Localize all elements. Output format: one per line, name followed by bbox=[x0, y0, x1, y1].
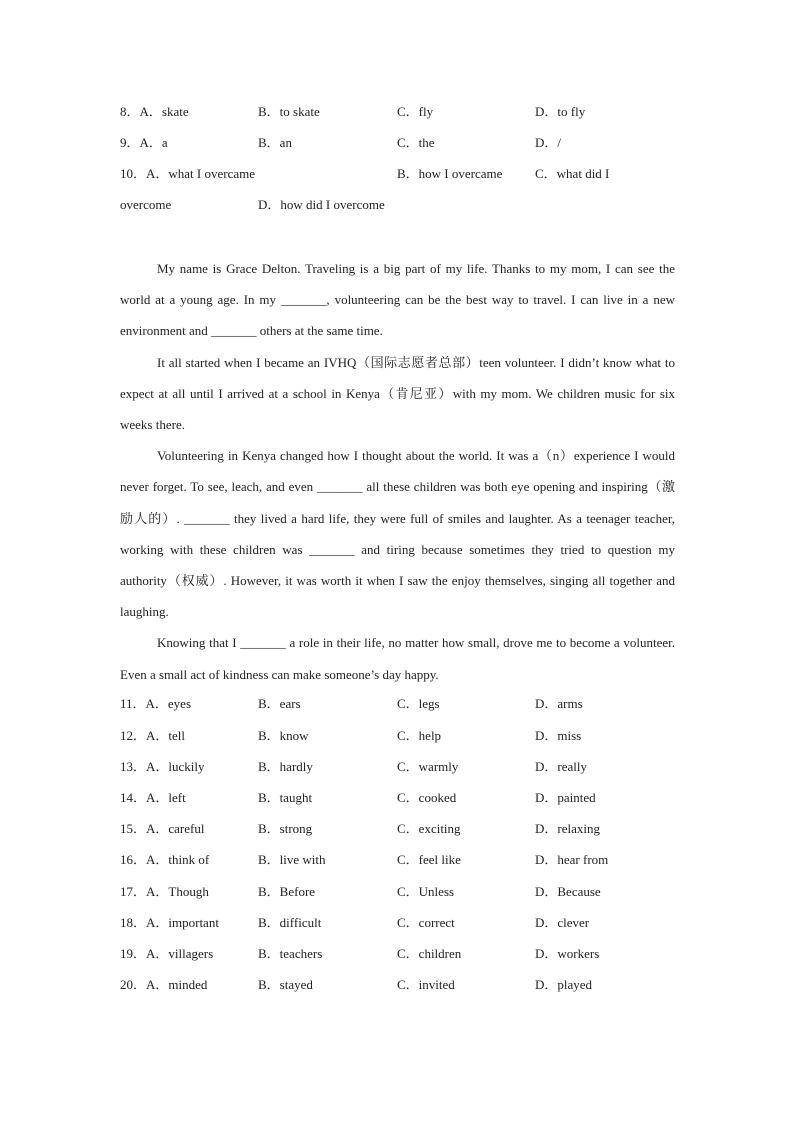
option-c: C．Unless bbox=[397, 884, 455, 899]
option-b: B．live with bbox=[258, 852, 326, 867]
option-b: B．teachers bbox=[258, 946, 323, 961]
option-c: C．the bbox=[397, 135, 435, 150]
option-c: C．warmly bbox=[397, 759, 459, 774]
option-a: 17．A．Though bbox=[120, 884, 209, 899]
option-d: D．Because bbox=[535, 884, 601, 899]
option-d: D．played bbox=[535, 977, 593, 992]
option-b: B．how I overcame bbox=[397, 166, 503, 181]
option-b: B．strong bbox=[258, 821, 313, 836]
question-row bbox=[120, 882, 680, 902]
passage-paragraph: Knowing that I _______ a role in their life, no matter how small, drove me to become a volunteer. Even a small act of kindness can make someone’s day happy. bbox=[120, 635, 675, 682]
option-c: C．exciting bbox=[397, 821, 461, 836]
question-row-continued bbox=[120, 195, 680, 215]
option-c: C．what did I bbox=[535, 166, 610, 181]
option-d: D．really bbox=[535, 759, 587, 774]
option-d: D．painted bbox=[535, 790, 596, 805]
option-d: D．how did I overcome bbox=[258, 197, 385, 212]
question-row bbox=[120, 757, 680, 777]
option-c: C．correct bbox=[397, 915, 455, 930]
option-d: D．workers bbox=[535, 946, 600, 961]
passage-paragraph: It all started when I became an IVHQ（国际志愿者总部）teen volunteer. I didn’t know what to expect at all until I arrived at a school in Kenya（肯尼亚）with my mom. We children music for six weeks there. bbox=[120, 354, 675, 433]
option-b: B．an bbox=[258, 135, 292, 150]
option-c: C．children bbox=[397, 946, 462, 961]
option-d: D．relaxing bbox=[535, 821, 600, 836]
option-a: 18．A．important bbox=[120, 915, 219, 930]
question-row bbox=[120, 913, 680, 933]
option-d: D．arms bbox=[535, 696, 583, 711]
option-b: B．stayed bbox=[258, 977, 313, 992]
question-row bbox=[120, 102, 680, 122]
question-row bbox=[120, 944, 680, 964]
option-a: 9．A．a bbox=[120, 135, 168, 150]
reading-passage bbox=[120, 253, 675, 690]
option-a: 8．A．skate bbox=[120, 104, 189, 119]
option-a: 13．A．luckily bbox=[120, 759, 205, 774]
option-b: B．ears bbox=[258, 696, 301, 711]
option-d: D．to fly bbox=[535, 104, 586, 119]
option-b: B．difficult bbox=[258, 915, 322, 930]
option-b: B．Before bbox=[258, 884, 316, 899]
option-d: D．/ bbox=[535, 135, 562, 150]
option-d: D．miss bbox=[535, 728, 582, 743]
option-a: 10．A．what I overcame bbox=[120, 166, 256, 181]
question-row bbox=[120, 819, 680, 839]
question-row bbox=[120, 694, 680, 714]
option-a: 12．A．tell bbox=[120, 728, 185, 743]
option-a: 16．A．think of bbox=[120, 852, 210, 867]
option-c: C．feel like bbox=[397, 852, 461, 867]
passage-paragraph: Volunteering in Kenya changed how I thought about the world. It was a（n）experience I would never forget. To see, leach, and even _______ all these children was both eye opening and inspiring（激励人的）. _______ they lived a hard life, they were full of smiles and laughter. As a teenager teacher, working with these children was _______ and tiring because sometimes they tried to question my authority（权威）. However, it was worth it when I saw the enjoy themselves, singing all together and laughing. bbox=[120, 448, 675, 620]
option-b: B．to skate bbox=[258, 104, 320, 119]
option-a: 14．A．left bbox=[120, 790, 186, 805]
option-c: C．cooked bbox=[397, 790, 457, 805]
question-row bbox=[120, 726, 680, 746]
option-b: B．hardly bbox=[258, 759, 313, 774]
question-row bbox=[120, 850, 680, 870]
option-c: C．fly bbox=[397, 104, 434, 119]
option-a: 11．A．eyes bbox=[120, 696, 192, 711]
option-b: B．know bbox=[258, 728, 309, 743]
question-row bbox=[120, 164, 680, 184]
option-a: 19．A．villagers bbox=[120, 946, 214, 961]
option-a: 20．A．minded bbox=[120, 977, 208, 992]
option-c: C．invited bbox=[397, 977, 455, 992]
option-d: D．clever bbox=[535, 915, 590, 930]
option-a: 15．A．careful bbox=[120, 821, 205, 836]
question-row bbox=[120, 133, 680, 153]
option-c-continued: overcome bbox=[120, 197, 172, 212]
passage-paragraph: My name is Grace Delton. Traveling is a big part of my life. Thanks to my mom, I can see the world at a young age. In my _______, volunteering can be the best way to travel. I can live in a new environment and _______ others at the same time. bbox=[120, 261, 675, 339]
option-d: D．hear from bbox=[535, 852, 609, 867]
option-c: C．help bbox=[397, 728, 442, 743]
question-row bbox=[120, 788, 680, 808]
question-row bbox=[120, 975, 680, 995]
option-c: C．legs bbox=[397, 696, 440, 711]
option-b: B．taught bbox=[258, 790, 313, 805]
